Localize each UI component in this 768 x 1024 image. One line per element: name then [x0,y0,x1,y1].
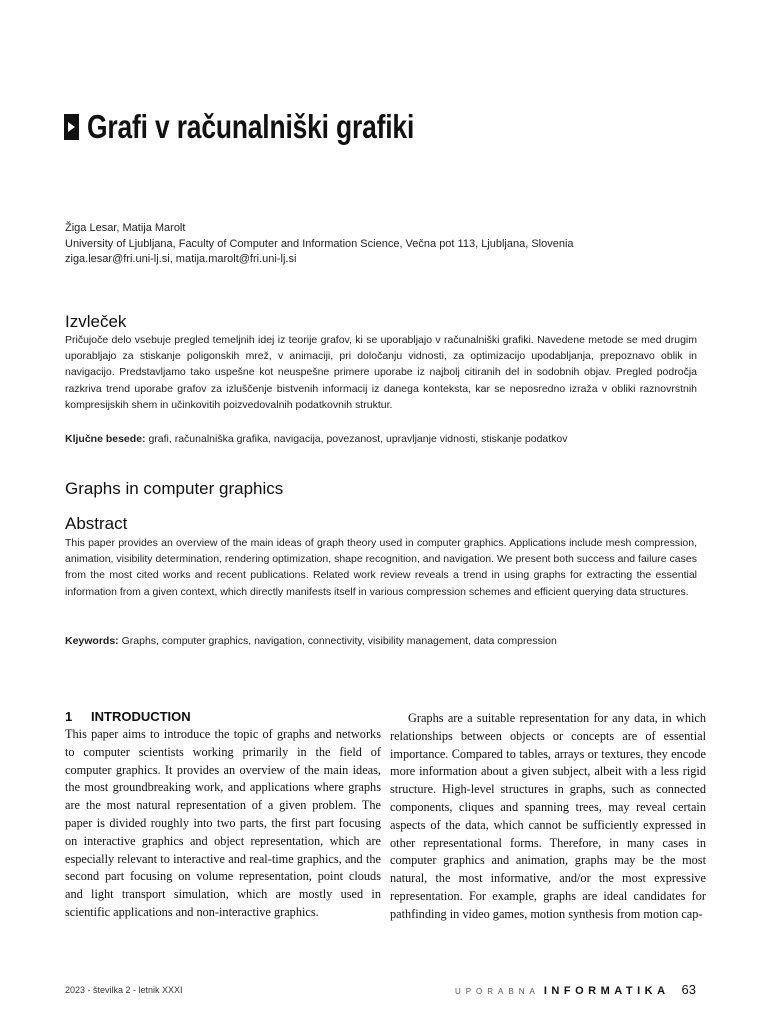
slovene-keywords-label: Ključne besede: [65,433,146,445]
slovene-abstract-heading: Izvleček [65,312,127,331]
journal-name-bold: INFORMATIKA [543,985,670,997]
body-column-right: Graphs are a suitable representation for any data, in which relationships between objects or concepts are of essential importance. Compared to tables, arrays or textures, they encode more information about a given subject, albeit with a less rigid structure. High-level structures in graphs, such as connected components, cliques and spanning trees, may reveal certain aspects of the data, which cannot be sufficiently expressed in other representational forms. Therefore, in many cases in computer graphics and animation, graphs may be the most natural, the most informative, and/or the most expressive representation. For example, graphs are ideal candidates for pathfinding in video games, motion synthesis from motion cap- [390,711,706,921]
section-title: INTRODUCTION [91,709,191,724]
english-keywords-list: Graphs, computer graphics, navigation, connectivity, visibility management, data compression [118,635,557,647]
title-row [64,108,496,146]
english-title: Graphs in computer graphics [65,479,284,498]
footer-journal [455,982,696,997]
authors: Žiga Lesar, Matija Marolt [65,222,186,234]
journal-name-light: UPORABNA [454,987,540,996]
footer-issue: 2023 - številka 2 - letnik XXXI [65,985,183,995]
affiliation: University of Ljubljana, Faculty of Computer and Information Science, Večna pot 113, Ljubljana, Slovenia [65,238,574,250]
title-marker-icon [64,114,79,140]
page-number: 63 [681,982,696,997]
author-emails[interactable]: ziga.lesar@fri.uni-lj.si, matija.marolt@fri.uni-lj.si [65,253,297,265]
english-abstract-heading: Abstract [65,514,128,533]
section-heading [65,709,191,724]
english-abstract: This paper provides an overview of the main ideas of graph theory used in computer graphics. Applications include mesh compression, animation, visibility determination, rendering optimization, shape recognition, and navigation. We present both success and failure cases from the most cited works and recent publications. Related work review reveals a trend in using graphs for extracting the essential information from a given context, which directly manifests itself in various compression schemes and efficient querying data structures. [65,537,697,598]
paper-title: Grafi v računalniški grafiki [87,108,415,145]
body-column-left: This paper aims to introduce the topic of graphs and networks to computer scientists working primarily in the field of computer graphics. It provides an overview of the main ideas, the most groundbreaking work, and applications where graphs are the most natural representation of a given problem. The paper is divided roughly into two parts, the first part focusing on interactive graphics and object representation, which are especially relevant to interactive and real-time graphics, and the second part focusing on volume representation, point clouds and light transport simulation, which are mostly used in scientific applications and non-interactive graphics. [65,727,381,919]
slovene-keywords-list: grafi, računalniška grafika, navigacija, povezanost, upravljanje vidnosti, stiskanje podatkov [145,433,568,445]
english-keywords [65,633,705,649]
slovene-keywords [65,431,705,447]
slovene-abstract: Pričujoče delo vsebuje pregled temeljnih idej iz teorije grafov, ki se uporabljajo v računalniški grafiki. Navedene metode se med drugim uporabljajo za stiskanje poligonskih mrež, v animaciji, pri določanju vidnosti, za optimizacijo upodabljanja, prepoznavo oblik in navigacijo. Predstavljamo tako uspešne kot neuspešne primere uporabe iz najbolj citiranih del in sodobnih objav. Pregled področja razkriva trend uporabe grafov za izluščenje bistvenih informacij iz danega konteksta, kar se neposredno izraža v obliki raznovrstnih kompresijskih shem in učinkovitih poizvedovalnih podatkovnih struktur. [65,334,697,411]
section-number: 1 [65,709,73,724]
english-keywords-label: Keywords: [65,635,119,647]
